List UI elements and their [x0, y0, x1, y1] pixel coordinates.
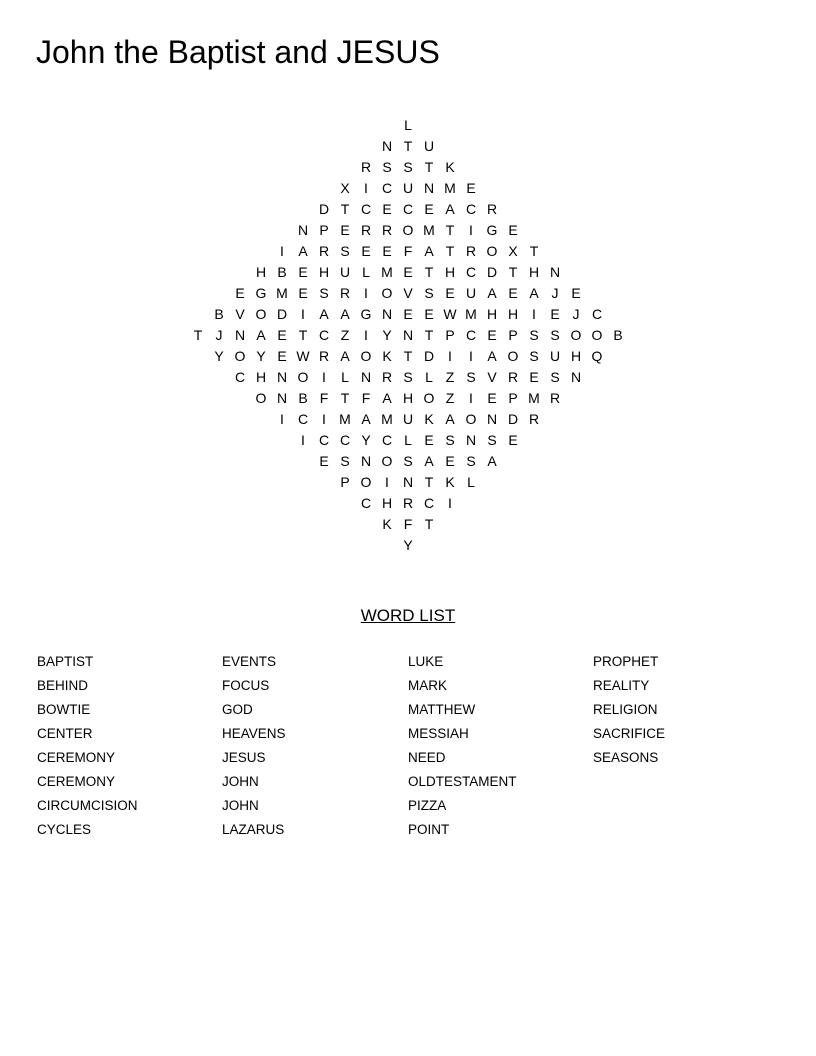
grid-letter: U — [402, 411, 414, 427]
grid-letter: O — [423, 390, 435, 406]
word-list-item: CEREMONY — [37, 750, 116, 765]
word-list-item: LUKE — [408, 654, 444, 669]
grid-letter: N — [360, 453, 372, 469]
grid-letter: F — [319, 390, 329, 406]
grid-letter: V — [403, 285, 413, 301]
word-list-item: NEED — [408, 750, 446, 765]
grid-letter: E — [235, 285, 245, 301]
grid-letter: A — [361, 411, 371, 427]
grid-letter: I — [448, 348, 452, 364]
grid-letter: I — [469, 390, 473, 406]
grid-letter: A — [487, 285, 497, 301]
grid-letter: L — [341, 369, 349, 385]
grid-letter: S — [466, 369, 476, 385]
grid-letter: T — [424, 264, 434, 280]
word-list-item: CYCLES — [37, 822, 92, 837]
grid-letter: A — [256, 327, 266, 343]
grid-letter: A — [424, 453, 434, 469]
grid-letter: E — [424, 201, 434, 217]
grid-letter: K — [424, 411, 434, 427]
grid-letter: Y — [256, 348, 266, 364]
grid-letter: D — [276, 306, 288, 322]
grid-letter: N — [423, 180, 435, 196]
grid-letter: N — [234, 327, 246, 343]
grid-letter: K — [382, 348, 392, 364]
word-list-item: FOCUS — [222, 678, 270, 693]
grid-letter: B — [298, 390, 308, 406]
grid-letter: E — [340, 222, 350, 238]
word-list-item: JOHN — [222, 798, 259, 813]
grid-letter: I — [385, 474, 389, 490]
grid-letter: A — [340, 306, 350, 322]
grid-letter: P — [508, 390, 518, 406]
grid-letter: E — [571, 285, 581, 301]
grid-letter: S — [340, 243, 350, 259]
grid-letter: R — [360, 159, 372, 175]
grid-letter: T — [508, 264, 518, 280]
grid-letter: W — [296, 348, 310, 364]
word-list-item: CENTER — [37, 726, 93, 741]
word-list-item: PIZZA — [408, 798, 447, 813]
word-list-item: SACRIFICE — [593, 726, 666, 741]
grid-letter: X — [340, 180, 350, 196]
grid-letter: C — [465, 201, 477, 217]
grid-letter: N — [549, 264, 561, 280]
grid-letter: S — [424, 285, 434, 301]
grid-letter: P — [445, 327, 455, 343]
grid-letter: I — [448, 495, 452, 511]
grid-letter: D — [486, 264, 498, 280]
word-list-item: JESUS — [222, 750, 266, 765]
grid-letter: E — [319, 453, 329, 469]
grid-letter: Y — [403, 537, 413, 553]
grid-letter: E — [550, 306, 560, 322]
grid-letter: T — [445, 243, 455, 259]
grid-letter: J — [551, 285, 559, 301]
word-list-item: SEASONS — [593, 750, 659, 765]
grid-letter: M — [381, 264, 393, 280]
word-list-item: JOHN — [222, 774, 259, 789]
grid-letter: N — [402, 474, 414, 490]
grid-letter: O — [465, 411, 477, 427]
grid-letter: A — [319, 306, 329, 322]
grid-letter: C — [465, 264, 477, 280]
grid-letter: L — [362, 264, 370, 280]
grid-letter: O — [360, 474, 372, 490]
grid-letter: L — [404, 117, 412, 133]
grid-letter: A — [487, 348, 497, 364]
grid-letter: V — [487, 369, 497, 385]
grid-letter: I — [469, 222, 473, 238]
grid-letter: U — [465, 285, 477, 301]
grid-letter: S — [529, 348, 539, 364]
grid-letter: O — [255, 390, 267, 406]
grid-letter: A — [382, 390, 392, 406]
grid-letter: H — [507, 306, 519, 322]
grid-letter: T — [424, 516, 434, 532]
grid-letter: I — [322, 411, 326, 427]
grid-letter: T — [298, 327, 308, 343]
grid-letter: E — [298, 285, 308, 301]
grid-letter: O — [381, 285, 393, 301]
word-list-item: LAZARUS — [222, 822, 285, 837]
grid-letter: O — [570, 327, 582, 343]
grid-letter: J — [572, 306, 580, 322]
grid-letter: T — [529, 243, 539, 259]
grid-letter: H — [255, 264, 267, 280]
grid-letter: I — [301, 432, 305, 448]
word-list-item: PROPHET — [593, 654, 659, 669]
grid-letter: M — [444, 180, 456, 196]
grid-letter: N — [381, 306, 393, 322]
grid-letter: E — [424, 432, 434, 448]
grid-letter: R — [402, 495, 414, 511]
grid-letter: S — [382, 159, 392, 175]
grid-letter: H — [255, 369, 267, 385]
grid-letter: A — [424, 243, 434, 259]
word-list-heading: WORD LIST — [360, 606, 456, 625]
grid-letter: N — [570, 369, 582, 385]
grid-letter: Y — [361, 432, 371, 448]
grid-letter: Z — [445, 390, 455, 406]
grid-letter: R — [381, 369, 393, 385]
grid-letter: Z — [445, 369, 455, 385]
grid-letter: T — [403, 348, 413, 364]
grid-letter: E — [382, 243, 392, 259]
grid-letter: H — [381, 495, 393, 511]
grid-letter: T — [403, 138, 413, 154]
grid-letter: M — [465, 306, 477, 322]
grid-letter: S — [403, 369, 413, 385]
grid-letter: J — [215, 327, 223, 343]
word-list-item: CEREMONY — [37, 774, 116, 789]
grid-letter: H — [570, 348, 582, 364]
grid-letter: N — [402, 327, 414, 343]
grid-letter: W — [443, 306, 457, 322]
word-list-item: REALITY — [593, 678, 650, 693]
grid-letter: P — [319, 222, 329, 238]
word-list-item: POINT — [408, 822, 450, 837]
grid-letter: N — [360, 369, 372, 385]
grid-letter: S — [550, 327, 560, 343]
grid-letter: N — [297, 222, 309, 238]
grid-letter: X — [508, 243, 518, 259]
grid-letter: I — [364, 285, 368, 301]
word-list-item: BAPTIST — [37, 654, 94, 669]
grid-letter: C — [339, 432, 351, 448]
word-list-item: EVENTS — [222, 654, 277, 669]
grid-letter: N — [381, 138, 393, 154]
grid-letter: F — [403, 516, 413, 532]
grid-letter: R — [339, 285, 351, 301]
grid-letter: I — [364, 180, 368, 196]
grid-letter: S — [529, 327, 539, 343]
grid-letter: O — [234, 348, 246, 364]
grid-letter: M — [381, 411, 393, 427]
grid-letter: E — [382, 201, 392, 217]
word-list-item: GOD — [222, 702, 253, 717]
grid-letter: O — [591, 327, 603, 343]
grid-letter: Z — [340, 327, 350, 343]
grid-letter: I — [532, 306, 536, 322]
grid-letter: E — [445, 453, 455, 469]
grid-letter: S — [403, 159, 413, 175]
grid-letter: E — [361, 243, 371, 259]
grid-letter: K — [445, 474, 455, 490]
grid-letter: D — [318, 201, 330, 217]
grid-letter: P — [508, 327, 518, 343]
grid-letter: B — [214, 306, 224, 322]
word-list-item: CIRCUMCISION — [37, 798, 138, 813]
grid-letter: R — [549, 390, 561, 406]
grid-letter: C — [423, 495, 435, 511]
grid-letter: H — [318, 264, 330, 280]
grid-letter: N — [276, 390, 288, 406]
grid-letter: A — [445, 411, 455, 427]
grid-letter: S — [319, 285, 329, 301]
grid-letter: I — [280, 411, 284, 427]
grid-letter: S — [487, 432, 497, 448]
grid-letter: O — [255, 306, 267, 322]
grid-letter: S — [466, 453, 476, 469]
grid-letter: O — [360, 348, 372, 364]
grid-letter: F — [361, 390, 371, 406]
grid-letter: C — [318, 327, 330, 343]
grid-letter: O — [297, 369, 309, 385]
grid-letter: U — [549, 348, 561, 364]
grid-letter: E — [277, 327, 287, 343]
grid-letter: H — [402, 390, 414, 406]
grid-letter: H — [528, 264, 540, 280]
grid-letter: A — [298, 243, 308, 259]
word-list-item: BOWTIE — [37, 702, 91, 717]
grid-letter: E — [445, 285, 455, 301]
grid-letter: R — [318, 243, 330, 259]
grid-letter: T — [340, 201, 350, 217]
grid-letter: T — [193, 327, 203, 343]
word-list-item: BEHIND — [37, 678, 89, 693]
grid-letter: B — [613, 327, 623, 343]
grid-letter: C — [318, 432, 330, 448]
grid-letter: C — [381, 180, 393, 196]
grid-letter: C — [360, 201, 372, 217]
grid-letter: O — [486, 243, 498, 259]
grid-letter: D — [507, 411, 519, 427]
grid-letter: H — [486, 306, 498, 322]
word-list-item: MATTHEW — [408, 702, 476, 717]
grid-letter: I — [469, 348, 473, 364]
grid-letter: G — [255, 285, 267, 301]
grid-letter: C — [591, 306, 603, 322]
grid-letter: L — [467, 474, 475, 490]
grid-letter: S — [340, 453, 350, 469]
grid-letter: E — [508, 222, 518, 238]
grid-letter: L — [425, 369, 433, 385]
grid-letter: V — [235, 306, 245, 322]
grid-letter: S — [403, 453, 413, 469]
grid-letter: A — [340, 348, 350, 364]
page-title: John the Baptist and JESUS — [36, 34, 440, 70]
grid-letter: A — [445, 201, 455, 217]
word-list-item: MARK — [408, 678, 448, 693]
grid-letter: M — [276, 285, 288, 301]
grid-letter: I — [301, 306, 305, 322]
grid-letter: E — [508, 432, 518, 448]
grid-letter: M — [528, 390, 540, 406]
word-list-item: HEAVENS — [222, 726, 286, 741]
grid-letter: G — [360, 306, 372, 322]
grid-letter: N — [486, 411, 498, 427]
grid-letter: T — [424, 159, 434, 175]
grid-letter: Y — [382, 327, 392, 343]
grid-letter: U — [339, 264, 351, 280]
grid-letter: U — [402, 180, 414, 196]
grid-letter: R — [465, 243, 477, 259]
word-list-item: RELIGION — [593, 702, 658, 717]
grid-letter: M — [423, 222, 435, 238]
grid-letter: O — [402, 222, 414, 238]
grid-letter: P — [340, 474, 350, 490]
grid-letter: T — [340, 390, 350, 406]
grid-letter: S — [550, 369, 560, 385]
grid-letter: C — [360, 495, 372, 511]
grid-letter: T — [424, 474, 434, 490]
grid-letter: B — [277, 264, 287, 280]
grid-letter: E — [487, 390, 497, 406]
grid-letter: E — [487, 327, 497, 343]
grid-letter: E — [403, 306, 413, 322]
grid-letter: E — [529, 369, 539, 385]
grid-letter: R — [486, 201, 498, 217]
grid-letter: K — [382, 516, 392, 532]
grid-letter: C — [402, 201, 414, 217]
word-list-item: MESSIAH — [408, 726, 469, 741]
grid-letter: O — [381, 453, 393, 469]
grid-letter: E — [277, 348, 287, 364]
grid-letter: E — [508, 285, 518, 301]
grid-letter: C — [234, 369, 246, 385]
grid-letter: C — [381, 432, 393, 448]
grid-letter: T — [445, 222, 455, 238]
grid-letter: I — [322, 369, 326, 385]
grid-letter: D — [423, 348, 435, 364]
grid-letter: M — [339, 411, 351, 427]
grid-letter: T — [424, 327, 434, 343]
grid-letter: R — [318, 348, 330, 364]
grid-letter: R — [507, 369, 519, 385]
grid-letter: I — [280, 243, 284, 259]
grid-letter: K — [445, 159, 455, 175]
grid-letter: R — [528, 411, 540, 427]
grid-letter: E — [466, 180, 476, 196]
grid-letter: E — [298, 264, 308, 280]
grid-letter: A — [529, 285, 539, 301]
grid-letter: E — [403, 264, 413, 280]
grid-letter: C — [297, 411, 309, 427]
grid-letter: R — [381, 222, 393, 238]
grid-letter: G — [486, 222, 498, 238]
grid-letter: L — [404, 432, 412, 448]
grid-letter: F — [403, 243, 413, 259]
word-list-item: OLDTESTAMENT — [408, 774, 517, 789]
grid-letter: O — [507, 348, 519, 364]
grid-letter: S — [445, 432, 455, 448]
grid-letter: H — [444, 264, 456, 280]
grid-letter: Y — [214, 348, 224, 364]
grid-letter: R — [360, 222, 372, 238]
grid-letter: A — [487, 453, 497, 469]
grid-letter: I — [364, 327, 368, 343]
grid-letter: C — [465, 327, 477, 343]
grid-letter: U — [423, 138, 435, 154]
grid-letter: E — [424, 306, 434, 322]
grid-letter: N — [465, 432, 477, 448]
grid-letter: N — [276, 369, 288, 385]
grid-letter: Q — [591, 348, 603, 364]
